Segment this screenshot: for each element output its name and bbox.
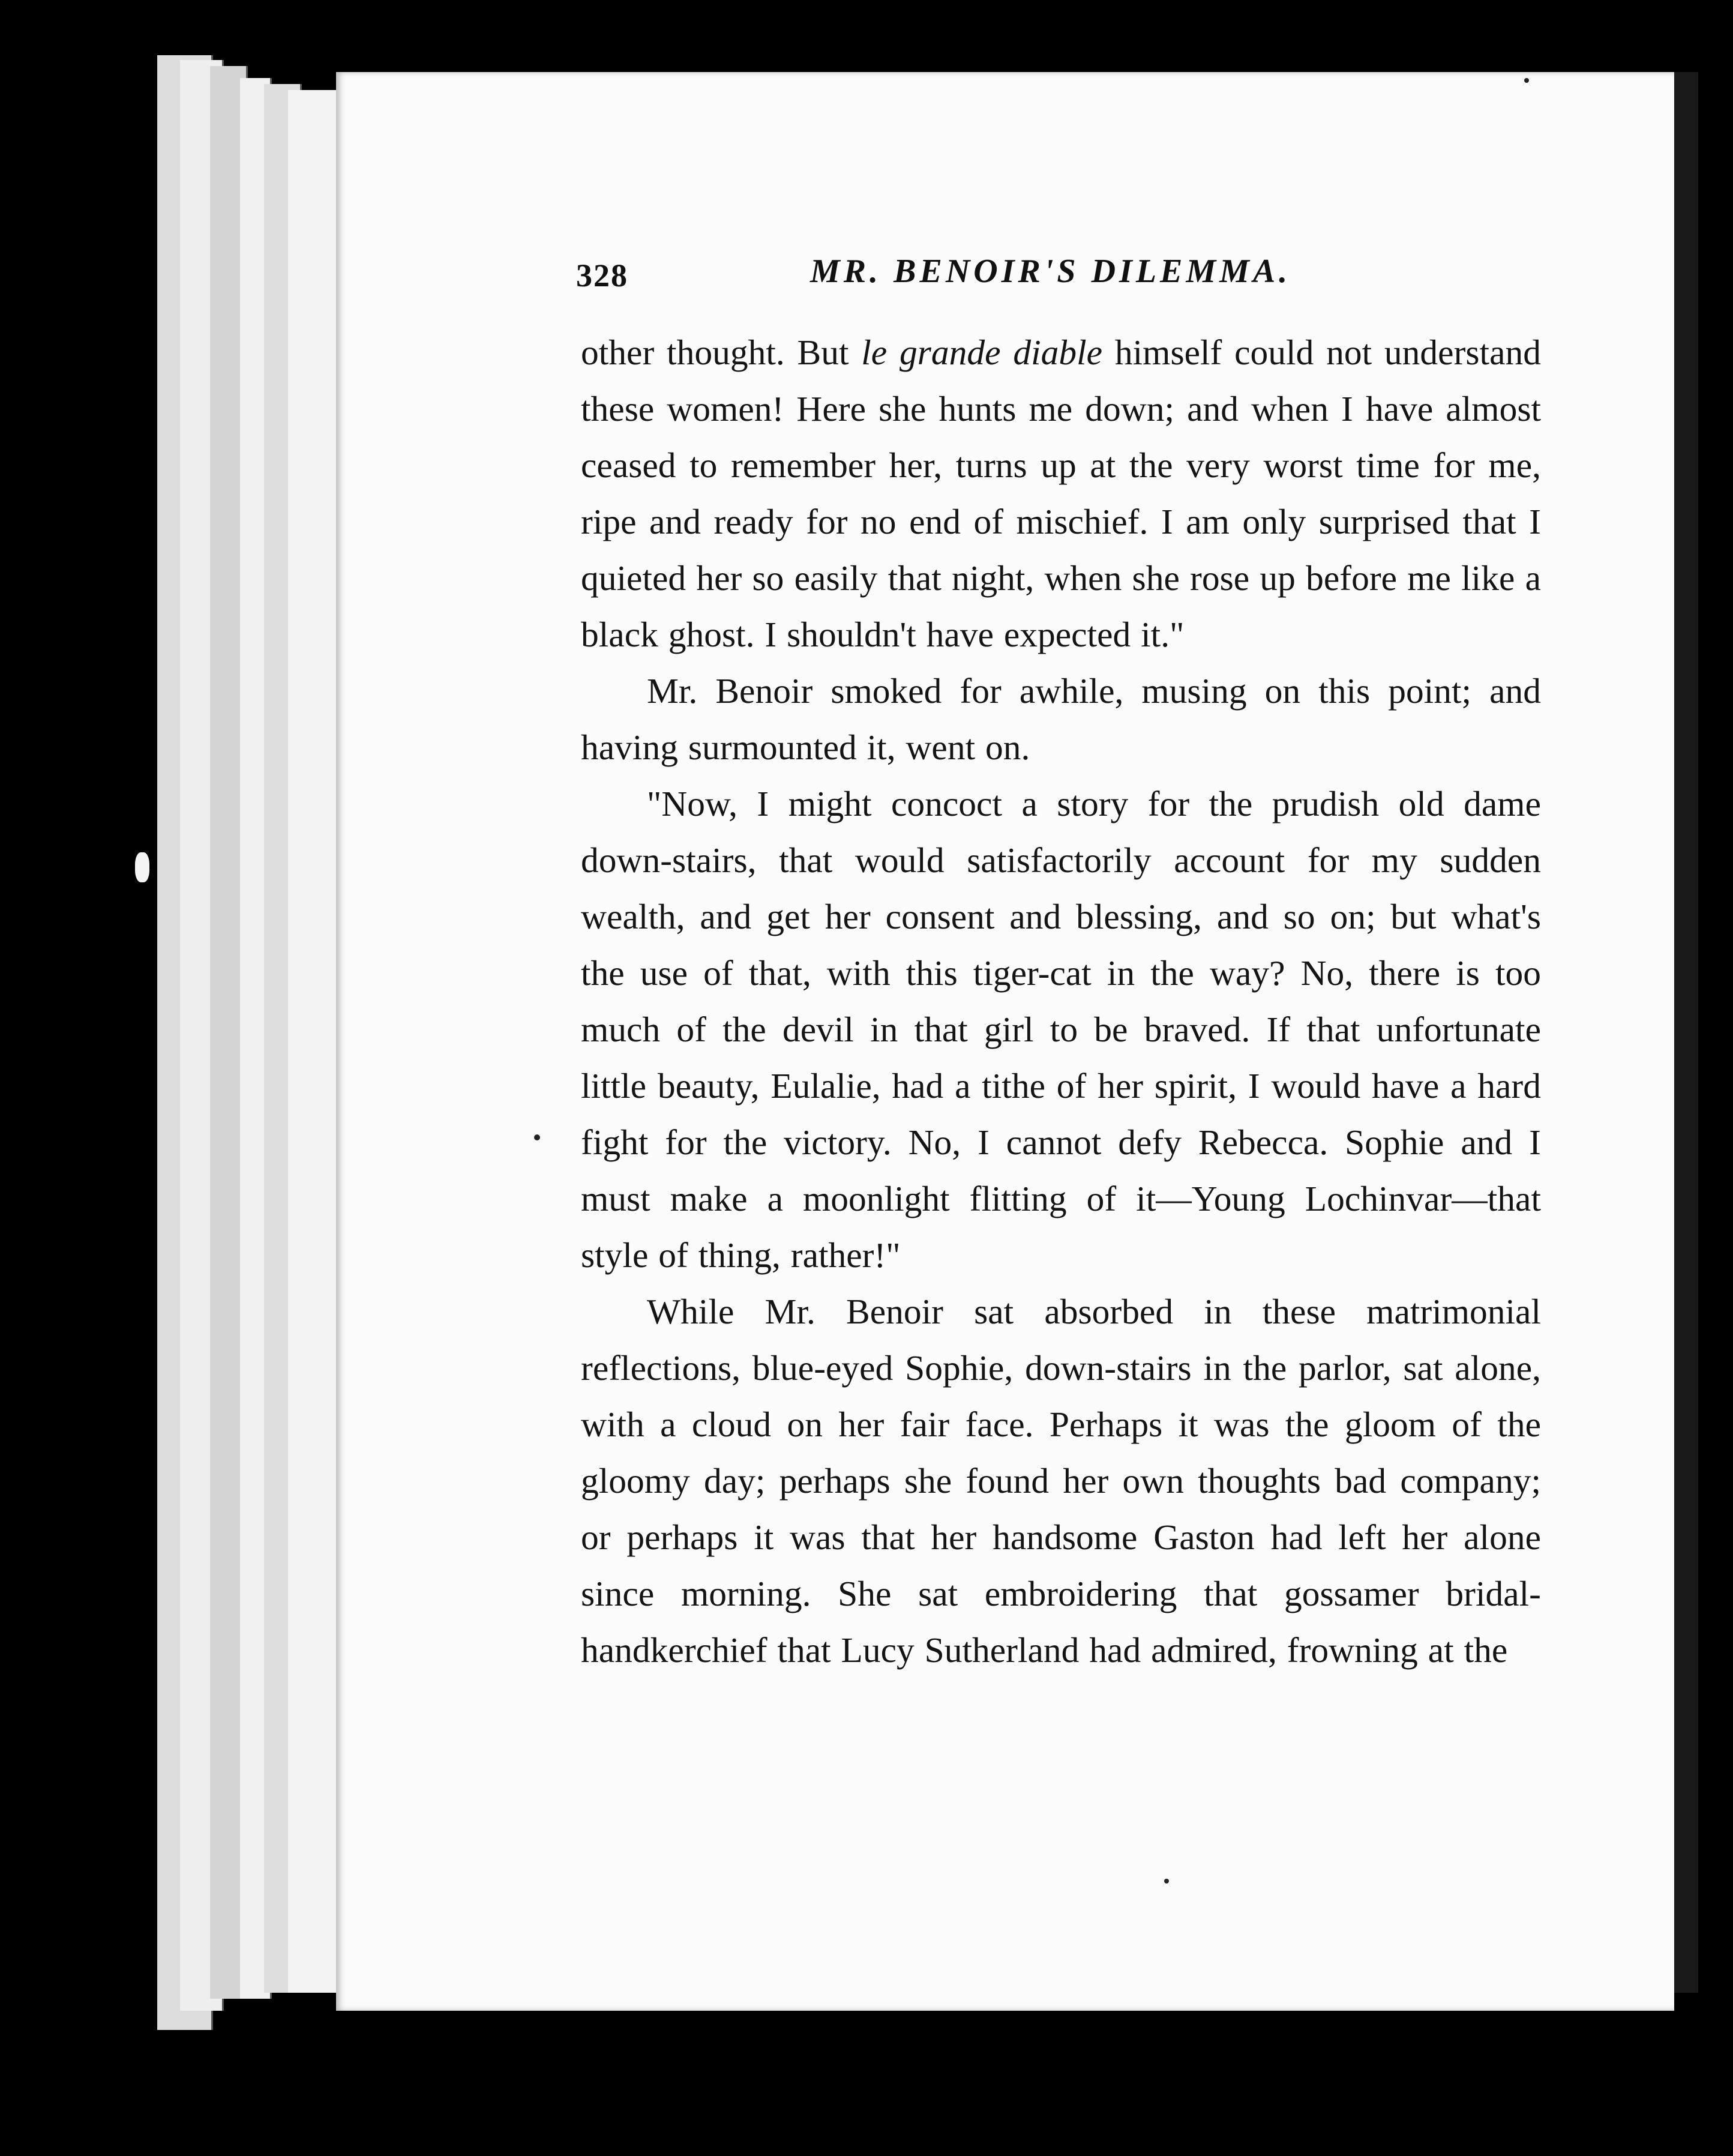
scan-speck <box>1524 78 1529 83</box>
paragraph <box>581 324 1541 663</box>
paragraph: "Now, I might concoct a story for the prudish old dame down-stairs, that would satisfactorily account for my sudden wealth, and get her consent and blessing, and so on; but what's the use of that, with this tiger-cat in the way? No, there is too much of the devil in that girl to be braved. If that unfortunate little beauty, Eulalie, had a tithe of her spirit, I would have a hard fight for the victory. No, I cannot defy Rebecca. Sophie and I must make a moonlight flitting of it—Young Lochinvar—that style of thing, rather!" <box>581 784 1541 1275</box>
paragraph: While Mr. Benoir sat absorbed in these matrimonial reflections, blue-eyed Sophie, down-stairs in the parlor, sat alone, with a cloud on her fair face. Perhaps it was the gloom of the gloomy day; perhaps she found her own thoughts bad company; or perhaps it was that her handsome Gaston had left her alone since morning. She sat embroidering that gossamer bridal-handkerchief that Lucy Sutherland had admired, frowning at the <box>581 1292 1541 1670</box>
facing-page-edge <box>1674 72 1698 1993</box>
scan-speck <box>534 1134 540 1140</box>
paragraph: Mr. Benoir smoked for awhile, musing on this point; and having surmounted it, went on. <box>581 671 1541 767</box>
italic-phrase: le grande diable <box>861 333 1103 372</box>
scan-speck <box>1164 1879 1169 1883</box>
body-text <box>581 324 1541 1678</box>
text-run: himself could not understand these women! Here she hunts me down; and when I have almost ceased to remember her, turns up at the very worst time for me, ripe and ready for no end of mischief. I am only surprised that I quieted her so easily that night, when she rose up before me like a black ghost. I shouldn't have expected it." <box>581 333 1541 654</box>
scan-artifact <box>135 852 149 882</box>
text-run: other thought. But <box>581 333 862 372</box>
running-title: MR. BENOIR'S DILEMMA. <box>810 253 1291 290</box>
running-head <box>576 252 1536 300</box>
page-number: 328 <box>576 257 628 294</box>
page-edge <box>288 90 338 1993</box>
